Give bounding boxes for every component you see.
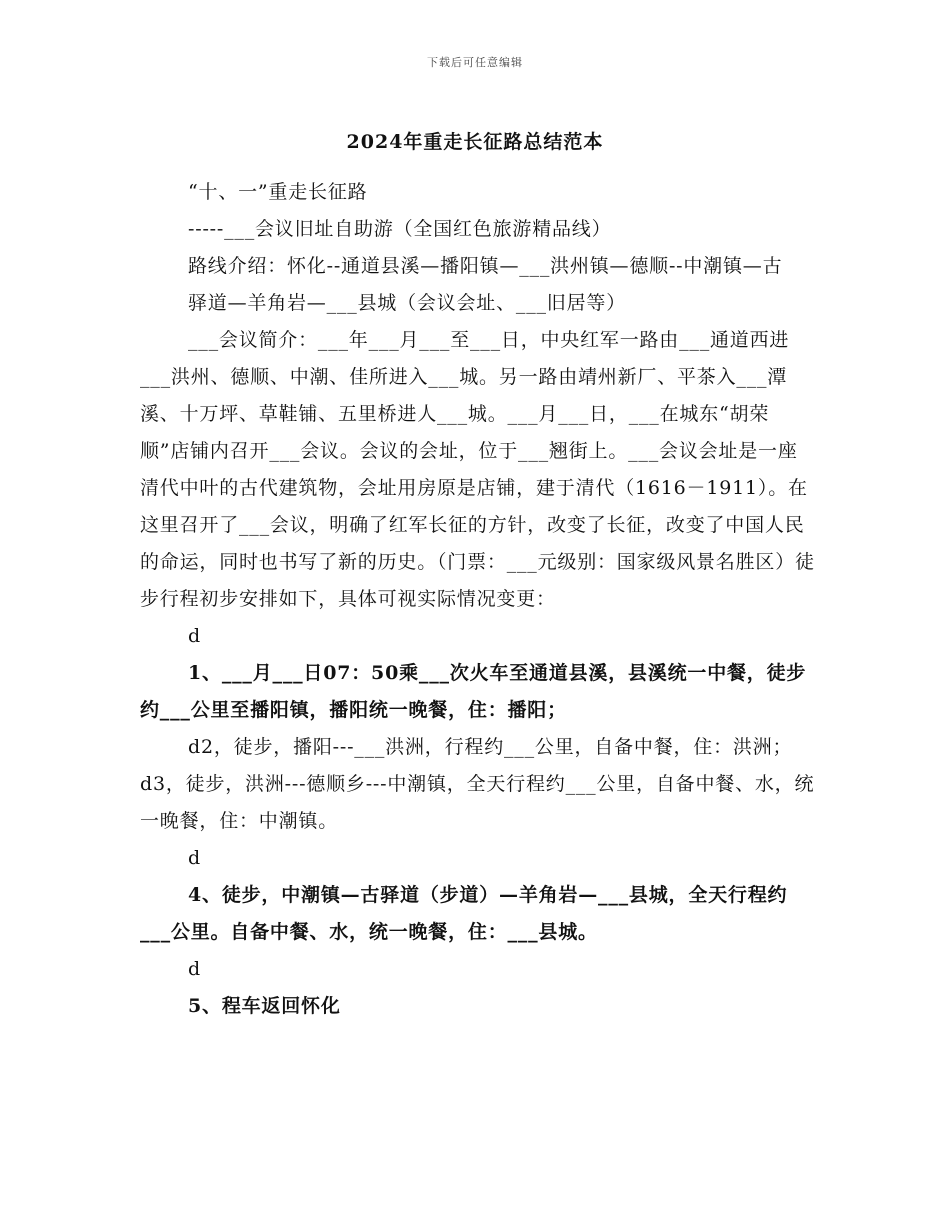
paragraph-tour-name: -----___会议旧址自助游（全国红色旅游精品线） (188, 218, 612, 240)
page-header: 下载后可任意编辑 (427, 56, 523, 69)
document-title: 2024年重走长征路总结范本 (346, 131, 604, 153)
paragraph-meeting-intro: ___会议简介：___年___月___至___日，中央红军一路由___通道西进___洪州、德顺、中潮、佳所进入___城。另一路由靖州新厂、平茶入___潭溪、十万坪、草鞋铺、五里桥进人___城。___月___日，___在城东“胡荣顺”店铺内召开___会议。会议的会址，位于___翘街上。___会议会址是一座清代中叶的古代建筑物，会址用房原是店铺，建于清代（1616－1911）。在这里召开了___会议，明确了红军长征的方针，改变了长征，改变了中国人民的命运，同时也书写了新的历史。（门票：___元级别：国家级风景名胜区）徒步行程初步安排如下，具体可视实际情况变更： (140, 329, 815, 610)
paragraph-day-marker: d (188, 847, 201, 869)
paragraph-day-marker: d (188, 625, 201, 647)
paragraph-slogan: “十、一”重走长征路 (188, 181, 368, 203)
paragraph-route-intro: 路线介绍：怀化--通道县溪—播阳镇—___洪州镇—德顺--中潮镇—古 (188, 255, 783, 277)
paragraph-route-continued: 驿道—羊角岩—___县城（会议会址、___旧居等） (188, 292, 627, 314)
paragraph-day1: 1、___月___日07：50乘___次火车至通道县溪，县溪统一中餐，徒步约___公里至播阳镇，播阳统一晚餐，住：播阳； (140, 662, 807, 721)
document-body (140, 174, 815, 1025)
paragraph-day4: 4、徒步，中潮镇—古驿道（步道）—羊角岩—___县城，全天行程约___公里。自备中餐、水，统一晚餐，住：___县城。 (140, 884, 788, 943)
paragraph-day-marker: d (188, 958, 201, 980)
paragraph-day2-day3: d2，徒步，播阳---___洪洲，行程约___公里，自备中餐，住：洪洲；d3，徒步，洪洲---德顺乡---中潮镇，全天行程约___公里，自备中餐、水，统一晚餐，住：中潮镇。 (140, 736, 815, 832)
paragraph-day5: 5、程车返回怀化 (188, 995, 341, 1017)
